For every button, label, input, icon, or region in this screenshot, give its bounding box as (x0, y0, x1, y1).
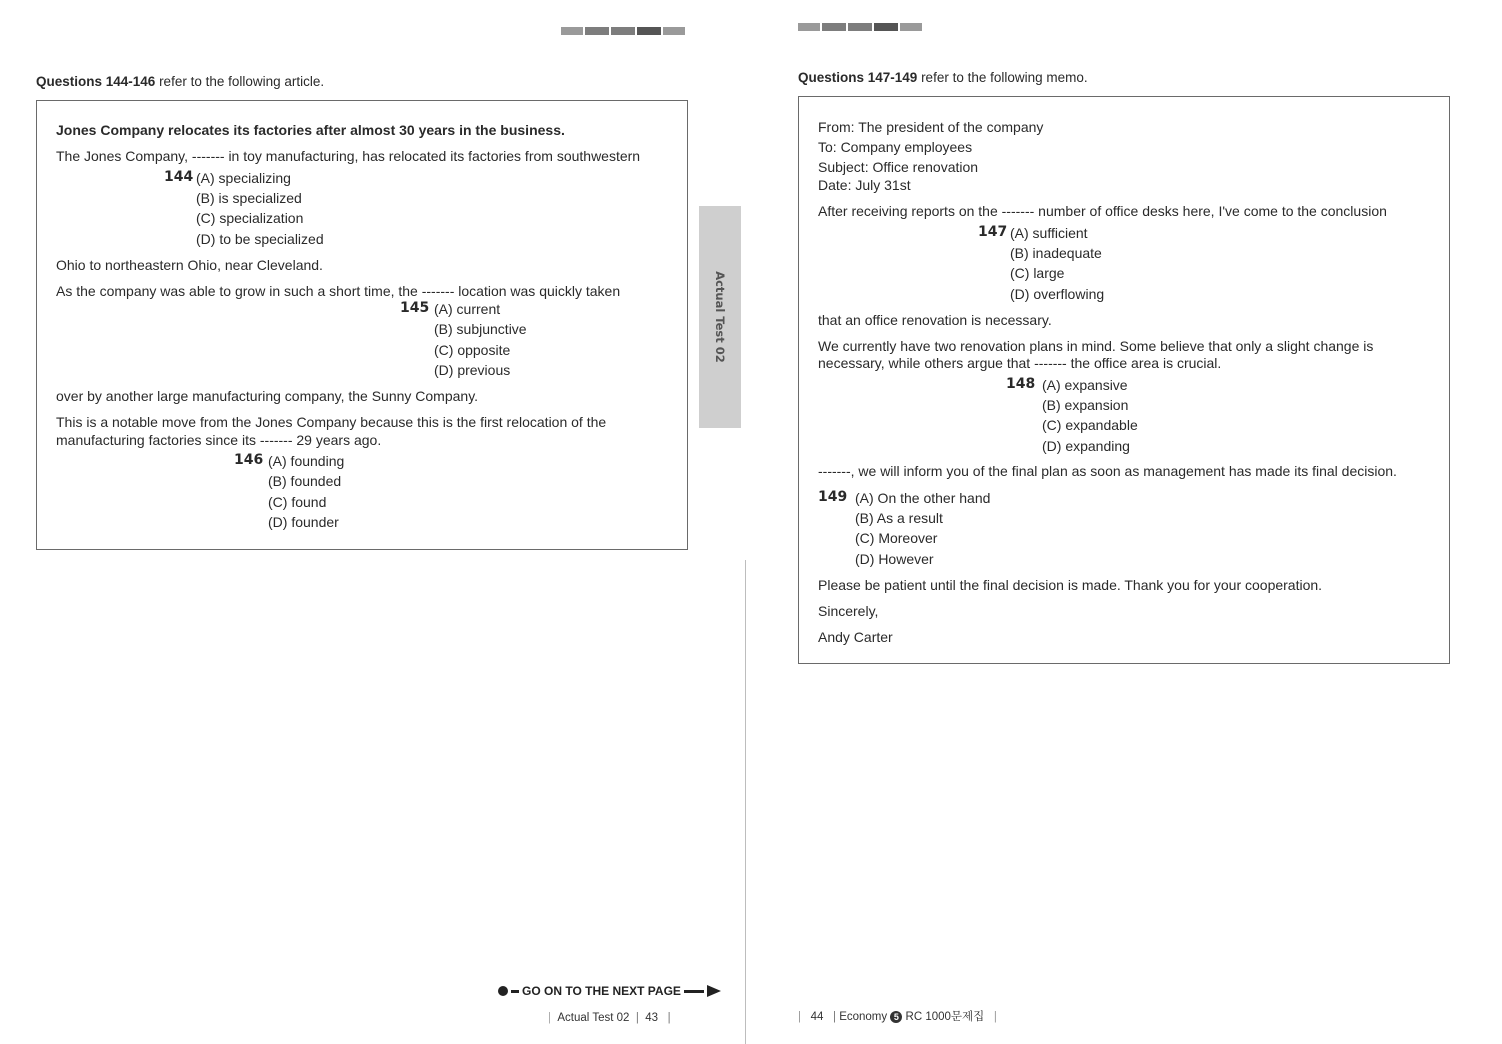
right-header-bar (798, 23, 922, 31)
right-page-number: 44 (810, 1011, 824, 1023)
memo-sign-off: Sincerely, (818, 603, 879, 619)
page-gutter-line (745, 560, 746, 1044)
q145-option-d[interactable]: (D) previous (434, 362, 511, 378)
memo-to: To: Company employees (818, 139, 973, 155)
book-title-suffix: RC 1000문제집 (905, 1011, 985, 1023)
left-page-number: 43 (645, 1012, 658, 1024)
go-next-page-indicator (498, 984, 721, 998)
article-title: Jones Company relocates its factories after almost 30 years in the business. (56, 122, 565, 138)
q148-option-b[interactable]: (B) expansion (1042, 397, 1129, 413)
q148-option-c[interactable]: (C) expandable (1042, 417, 1138, 433)
book-edition-badge: 5 (890, 1011, 902, 1023)
q146-option-d[interactable]: (D) founder (268, 514, 339, 530)
right-question-header (798, 70, 1088, 85)
left-question-header (36, 74, 324, 89)
left-header-bar (561, 27, 685, 35)
left-footer: | Actual Test 02 | 43 | (548, 1012, 671, 1024)
q145-option-a[interactable]: (A) current (434, 301, 501, 317)
q144-number: 144 (164, 169, 194, 185)
go-next-label: GO ON TO THE NEXT PAGE (522, 984, 681, 998)
q144-option-b[interactable]: (B) is specialized (196, 190, 302, 206)
q145-sentence-end: over by another large manufacturing company, the Sunny Company. (56, 388, 479, 404)
q149-option-b[interactable]: (B) As a result (855, 510, 943, 526)
q148-sentence-line1: We currently have two renovation plans in mind. Some believe that only a slight change is (818, 338, 1374, 354)
q146-sentence-line1: This is a notable move from the Jones Company because this is the first relocation of the (56, 414, 607, 430)
q146-option-c[interactable]: (C) found (268, 494, 327, 510)
memo-from: From: The president of the company (818, 119, 1044, 135)
q144-option-a[interactable]: (A) specializing (196, 170, 291, 186)
bullet-dot-icon (498, 986, 508, 996)
left-footer-label: Actual Test 02 (557, 1012, 630, 1024)
right-question-header-rest: refer to the following memo. (917, 70, 1088, 85)
q145-number: 145 (400, 300, 430, 316)
article-box (36, 100, 688, 550)
q149-option-a[interactable]: (A) On the other hand (855, 490, 991, 506)
q144-sentence-start: The Jones Company, ------- in toy manufacturing, has relocated its factories from southwestern (56, 148, 641, 164)
q148-number: 148 (1006, 376, 1036, 392)
arrow-right-icon (707, 985, 721, 997)
q146-sentence-line2: manufacturing factories since its ------- 29 years ago. (56, 432, 382, 448)
q148-option-a[interactable]: (A) expansive (1042, 377, 1128, 393)
q146-option-a[interactable]: (A) founding (268, 453, 345, 469)
q149-option-c[interactable]: (C) Moreover (855, 530, 938, 546)
memo-subject: Subject: Office renovation (818, 159, 979, 175)
q148-option-d[interactable]: (D) expanding (1042, 438, 1130, 454)
q147-number: 147 (978, 224, 1008, 240)
q147-option-c[interactable]: (C) large (1010, 265, 1065, 281)
q149-number: 149 (818, 489, 848, 505)
memo-date: Date: July 31st (818, 177, 911, 193)
q146-number: 146 (234, 452, 264, 468)
q148-sentence-line2: necessary, while others argue that ------- the office area is crucial. (818, 355, 1222, 371)
book-title-prefix: Economy (839, 1011, 888, 1023)
q145-sentence-start: As the company was able to grow in such a short time, the ------- location was quickly taken (56, 283, 621, 299)
right-question-range: Questions 147-149 (798, 70, 918, 85)
left-question-range: Questions 144-146 (36, 74, 156, 89)
q147-sentence-end: that an office renovation is necessary. (818, 312, 1052, 328)
left-question-header-rest: refer to the following article. (155, 74, 325, 89)
q144-option-c[interactable]: (C) specialization (196, 210, 304, 226)
memo-signature: Andy Carter (818, 629, 893, 645)
q149-option-d[interactable]: (D) However (855, 551, 934, 567)
q149-sentence: -------, we will inform you of the final plan as soon as management has made its final decision. (818, 463, 1397, 479)
side-tab-label: Actual Test 02 (713, 271, 727, 363)
actual-test-side-tab (699, 206, 741, 428)
memo-closing-request: Please be patient until the final decision is made. Thank you for your cooperation. (818, 577, 1323, 593)
q144-option-d[interactable]: (D) to be specialized (196, 231, 324, 247)
q147-sentence-start: After receiving reports on the ------- number of office desks here, I've come to the conclusion (818, 203, 1387, 219)
q145-option-c[interactable]: (C) opposite (434, 342, 511, 358)
q145-option-b[interactable]: (B) subjunctive (434, 321, 527, 337)
right-footer: | 44 | Economy 5 RC 1000문제집 | (798, 1011, 997, 1023)
q144-sentence-end: Ohio to northeastern Ohio, near Cleveland. (56, 257, 323, 273)
q146-option-b[interactable]: (B) founded (268, 473, 342, 489)
q147-option-b[interactable]: (B) inadequate (1010, 245, 1102, 261)
q147-option-a[interactable]: (A) sufficient (1010, 225, 1088, 241)
q147-option-d[interactable]: (D) overflowing (1010, 286, 1105, 302)
